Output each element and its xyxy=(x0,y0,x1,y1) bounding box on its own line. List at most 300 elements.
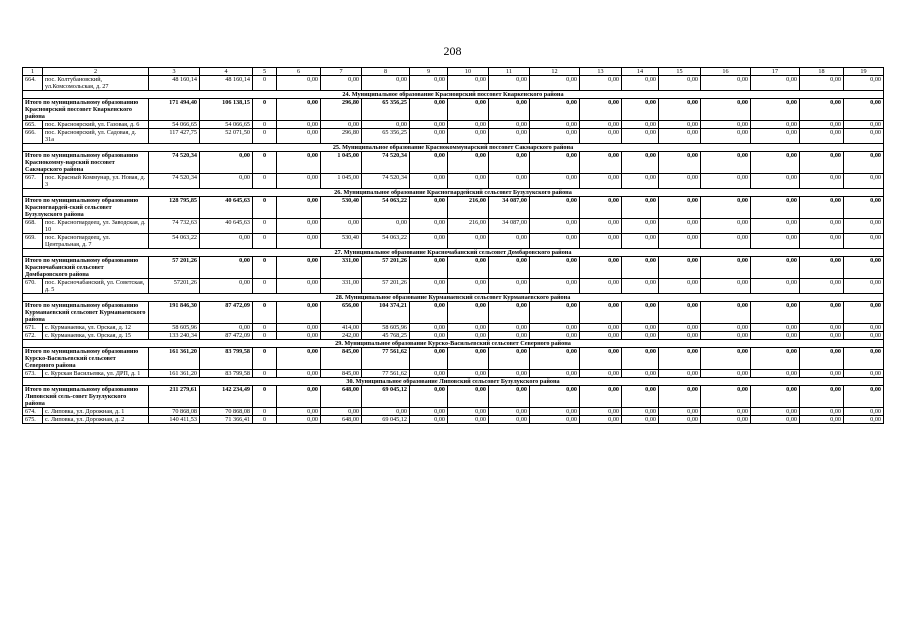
value-cell: 0,00 xyxy=(701,348,751,370)
value-cell: 0,00 xyxy=(659,332,701,340)
column-number-cell: 15 xyxy=(659,68,701,76)
value-cell: 0,00 xyxy=(277,219,321,234)
value-cell: 0,00 xyxy=(530,386,580,408)
value-cell: 0,00 xyxy=(751,152,800,174)
value-cell: 171 494,40 xyxy=(149,99,200,121)
column-number-cell: 3 xyxy=(149,68,200,76)
value-cell: 54 063,22 xyxy=(362,234,410,249)
table-row xyxy=(23,234,884,249)
value-cell: 0,00 xyxy=(622,99,659,121)
section-header-row xyxy=(23,294,884,302)
value-cell: 0,00 xyxy=(800,219,844,234)
value-cell: 0,00 xyxy=(844,370,884,378)
value-cell: 0,00 xyxy=(622,386,659,408)
value-cell: 0,00 xyxy=(448,370,489,378)
value-cell: 117 427,75 xyxy=(149,129,200,144)
value-cell: 0,00 xyxy=(844,416,884,424)
value-cell: 0 xyxy=(253,121,277,129)
value-cell: 0,00 xyxy=(489,174,530,189)
section-title: 26. Муниципальное образование Красногвардейский сельсовет Бузулукского района xyxy=(23,189,884,197)
value-cell: 0 xyxy=(253,99,277,121)
value-cell: 57 201,26 xyxy=(362,257,410,279)
section-header-row xyxy=(23,144,884,152)
value-cell: 0,00 xyxy=(800,152,844,174)
value-cell: 0,00 xyxy=(410,302,448,324)
value-cell: 0,00 xyxy=(580,76,622,91)
value-cell: 0,00 xyxy=(659,234,701,249)
value-cell: 0,00 xyxy=(622,416,659,424)
value-cell: 74 732,63 xyxy=(149,219,200,234)
row-index: 674. xyxy=(23,408,43,416)
table-row xyxy=(23,332,884,340)
value-cell: 133 240,34 xyxy=(149,332,200,340)
value-cell: 648,00 xyxy=(321,416,362,424)
value-cell: 0,00 xyxy=(701,219,751,234)
value-cell: 0,00 xyxy=(489,324,530,332)
value-cell: 87 472,09 xyxy=(200,332,253,340)
value-cell: 0,00 xyxy=(622,234,659,249)
value-cell: 0,00 xyxy=(489,332,530,340)
value-cell: 45 768,25 xyxy=(362,332,410,340)
value-cell: 0,00 xyxy=(751,257,800,279)
budget-table xyxy=(22,67,884,424)
value-cell: 0 xyxy=(253,197,277,219)
section-header-row xyxy=(23,378,884,386)
value-cell: 0,00 xyxy=(489,386,530,408)
address-cell: пос. Красноярский, ул. Садовая, д. 31а xyxy=(43,129,149,144)
value-cell: 0,00 xyxy=(277,324,321,332)
value-cell: 0,00 xyxy=(659,121,701,129)
value-cell: 0,00 xyxy=(321,121,362,129)
value-cell: 331,00 xyxy=(321,279,362,294)
column-number-cell: 10 xyxy=(448,68,489,76)
value-cell: 0,00 xyxy=(580,332,622,340)
value-cell: 0,00 xyxy=(362,121,410,129)
value-cell: 0,00 xyxy=(800,257,844,279)
section-title: 24. Муниципальное образование Красноярский поссовет Кваркенского района xyxy=(23,91,884,99)
value-cell: 0,00 xyxy=(800,408,844,416)
value-cell: 0,00 xyxy=(321,408,362,416)
value-cell: 0,00 xyxy=(580,348,622,370)
value-cell: 0,00 xyxy=(410,279,448,294)
value-cell: 0,00 xyxy=(580,99,622,121)
value-cell: 0,00 xyxy=(844,348,884,370)
table-row xyxy=(23,279,884,294)
value-cell: 83 799,58 xyxy=(200,348,253,370)
value-cell: 0,00 xyxy=(448,348,489,370)
value-cell: 0,00 xyxy=(844,234,884,249)
value-cell: 0,00 xyxy=(751,99,800,121)
value-cell: 0,00 xyxy=(844,197,884,219)
value-cell: 0,00 xyxy=(580,129,622,144)
value-cell: 0,00 xyxy=(844,174,884,189)
value-cell: 0 xyxy=(253,174,277,189)
value-cell: 0,00 xyxy=(844,279,884,294)
value-cell: 0,00 xyxy=(200,324,253,332)
value-cell: 0,00 xyxy=(622,152,659,174)
value-cell: 0,00 xyxy=(751,234,800,249)
page-number: 208 xyxy=(443,44,462,58)
value-cell: 0,00 xyxy=(530,348,580,370)
value-cell: 0,00 xyxy=(659,416,701,424)
value-cell: 0,00 xyxy=(530,129,580,144)
table-row xyxy=(23,370,884,378)
value-cell: 0,00 xyxy=(448,324,489,332)
value-cell: 0,00 xyxy=(530,257,580,279)
value-cell: 0,00 xyxy=(580,324,622,332)
value-cell: 0,00 xyxy=(448,257,489,279)
section-header-row xyxy=(23,189,884,197)
section-title: 28. Муниципальное образование Курманаевский сельсовет Курманаевского района xyxy=(23,294,884,302)
value-cell: 0,00 xyxy=(580,152,622,174)
value-cell: 0,00 xyxy=(530,99,580,121)
column-number-cell: 4 xyxy=(200,68,253,76)
value-cell: 0,00 xyxy=(701,302,751,324)
value-cell: 0,00 xyxy=(530,332,580,340)
value-cell: 0,00 xyxy=(200,234,253,249)
subtotal-label: Итого по муниципальному образованию Красноярский поссовет Кваркенского района xyxy=(23,99,149,121)
value-cell: 0,00 xyxy=(448,76,489,91)
value-cell: 0,00 xyxy=(410,152,448,174)
value-cell: 0,00 xyxy=(800,416,844,424)
value-cell: 1 045,00 xyxy=(321,152,362,174)
row-index: 673. xyxy=(23,370,43,378)
address-cell: пос. Красногвардеец, ул. Центральная, д. 7 xyxy=(43,234,149,249)
value-cell: 0,00 xyxy=(844,257,884,279)
value-cell: 0,00 xyxy=(751,324,800,332)
value-cell: 0,00 xyxy=(751,386,800,408)
value-cell: 0,00 xyxy=(362,76,410,91)
value-cell: 0,00 xyxy=(701,408,751,416)
value-cell: 0,00 xyxy=(410,219,448,234)
value-cell: 0,00 xyxy=(800,99,844,121)
value-cell: 191 846,30 xyxy=(149,302,200,324)
value-cell: 0,00 xyxy=(410,416,448,424)
value-cell: 0,00 xyxy=(580,234,622,249)
value-cell: 0,00 xyxy=(701,416,751,424)
table-row xyxy=(23,416,884,424)
value-cell: 0 xyxy=(253,76,277,91)
value-cell: 0,00 xyxy=(277,99,321,121)
value-cell: 54 066,65 xyxy=(200,121,253,129)
value-cell: 0,00 xyxy=(489,152,530,174)
value-cell: 0,00 xyxy=(277,197,321,219)
subtotal-row xyxy=(23,386,884,408)
value-cell: 0,00 xyxy=(489,302,530,324)
value-cell: 0,00 xyxy=(659,348,701,370)
subtotal-label: Итого по муниципальному образованию Красночабанский сельсовет Домбаровского района xyxy=(23,257,149,279)
value-cell: 0,00 xyxy=(410,332,448,340)
value-cell: 0,00 xyxy=(530,279,580,294)
value-cell: 0,00 xyxy=(448,408,489,416)
value-cell: 0,00 xyxy=(448,279,489,294)
value-cell: 0,00 xyxy=(659,174,701,189)
address-cell: пос. Красный Коммунар, ул. Новая, д. 3 xyxy=(43,174,149,189)
value-cell: 0,00 xyxy=(448,152,489,174)
value-cell: 0,00 xyxy=(448,121,489,129)
value-cell: 77 561,62 xyxy=(362,370,410,378)
value-cell: 0,00 xyxy=(751,121,800,129)
value-cell: 0,00 xyxy=(410,174,448,189)
value-cell: 0,00 xyxy=(622,219,659,234)
value-cell: 0,00 xyxy=(800,348,844,370)
value-cell: 0,00 xyxy=(489,234,530,249)
value-cell: 0,00 xyxy=(489,416,530,424)
value-cell: 69 045,12 xyxy=(362,386,410,408)
row-index: 665. xyxy=(23,121,43,129)
value-cell: 0,00 xyxy=(751,279,800,294)
table-row xyxy=(23,408,884,416)
value-cell: 0,00 xyxy=(410,197,448,219)
value-cell: 71 366,41 xyxy=(200,416,253,424)
value-cell: 128 795,85 xyxy=(149,197,200,219)
value-cell: 0,00 xyxy=(580,121,622,129)
value-cell: 0,00 xyxy=(530,302,580,324)
column-number-row xyxy=(23,68,884,76)
value-cell: 0,00 xyxy=(489,76,530,91)
value-cell: 0,00 xyxy=(701,324,751,332)
section-title: 29. Муниципальное образование Курско-Васильевский сельсовет Северного района xyxy=(23,340,884,348)
value-cell: 0,00 xyxy=(277,416,321,424)
value-cell: 0,00 xyxy=(800,302,844,324)
value-cell: 0,00 xyxy=(622,408,659,416)
value-cell: 0 xyxy=(253,348,277,370)
value-cell: 216,00 xyxy=(448,197,489,219)
value-cell: 0,00 xyxy=(800,279,844,294)
value-cell: 331,00 xyxy=(321,257,362,279)
value-cell: 70 868,08 xyxy=(149,408,200,416)
value-cell: 0,00 xyxy=(844,302,884,324)
value-cell: 0,00 xyxy=(659,279,701,294)
value-cell: 0,00 xyxy=(580,257,622,279)
value-cell: 0,00 xyxy=(580,219,622,234)
value-cell: 0,00 xyxy=(659,197,701,219)
value-cell: 0,00 xyxy=(800,234,844,249)
column-number-cell: 7 xyxy=(321,68,362,76)
value-cell: 58 605,96 xyxy=(149,324,200,332)
value-cell: 0,00 xyxy=(489,370,530,378)
value-cell: 0,00 xyxy=(410,257,448,279)
value-cell: 0,00 xyxy=(844,408,884,416)
value-cell: 0,00 xyxy=(701,370,751,378)
value-cell: 0,00 xyxy=(448,302,489,324)
value-cell: 0,00 xyxy=(489,279,530,294)
value-cell: 0,00 xyxy=(751,302,800,324)
value-cell: 0,00 xyxy=(701,121,751,129)
address-cell: с. Курманаевка, ул. Орская, д. 12 xyxy=(43,324,149,332)
value-cell: 0,00 xyxy=(530,324,580,332)
value-cell: 0,00 xyxy=(200,152,253,174)
column-number-cell: 6 xyxy=(277,68,321,76)
value-cell: 0,00 xyxy=(800,197,844,219)
value-cell: 0,00 xyxy=(800,324,844,332)
value-cell: 0,00 xyxy=(800,76,844,91)
value-cell: 0,00 xyxy=(659,152,701,174)
row-index: 666. xyxy=(23,129,43,144)
value-cell: 0,00 xyxy=(489,408,530,416)
value-cell: 0,00 xyxy=(701,197,751,219)
value-cell: 83 799,58 xyxy=(200,370,253,378)
value-cell: 58 605,96 xyxy=(362,324,410,332)
value-cell: 0,00 xyxy=(800,386,844,408)
value-cell: 54 063,22 xyxy=(362,197,410,219)
value-cell: 0,00 xyxy=(277,348,321,370)
value-cell: 0,00 xyxy=(277,76,321,91)
value-cell: 0,00 xyxy=(410,370,448,378)
value-cell: 845,00 xyxy=(321,348,362,370)
value-cell: 74 520,34 xyxy=(362,174,410,189)
value-cell: 0,00 xyxy=(844,76,884,91)
value-cell: 161 361,20 xyxy=(149,348,200,370)
value-cell: 0,00 xyxy=(844,129,884,144)
value-cell: 0,00 xyxy=(530,152,580,174)
value-cell: 0,00 xyxy=(844,386,884,408)
value-cell: 0,00 xyxy=(844,99,884,121)
value-cell: 414,00 xyxy=(321,324,362,332)
value-cell: 216,00 xyxy=(448,219,489,234)
column-number-cell: 1 xyxy=(23,68,43,76)
value-cell: 0,00 xyxy=(448,129,489,144)
value-cell: 0,00 xyxy=(580,279,622,294)
value-cell: 0,00 xyxy=(622,129,659,144)
row-index: 670. xyxy=(23,279,43,294)
value-cell: 0,00 xyxy=(489,348,530,370)
row-index: 668. xyxy=(23,219,43,234)
value-cell: 142 234,49 xyxy=(200,386,253,408)
value-cell: 0,00 xyxy=(321,219,362,234)
value-cell: 0,00 xyxy=(489,257,530,279)
value-cell: 0,00 xyxy=(701,332,751,340)
value-cell: 57 201,26 xyxy=(362,279,410,294)
subtotal-label: Итого по муниципальному образованию Курманаевский сельсовет Курманаевского района xyxy=(23,302,149,324)
value-cell: 0,00 xyxy=(530,197,580,219)
value-cell: 0,00 xyxy=(200,257,253,279)
value-cell: 0,00 xyxy=(530,219,580,234)
subtotal-row xyxy=(23,197,884,219)
value-cell: 0,00 xyxy=(659,99,701,121)
value-cell: 0,00 xyxy=(277,152,321,174)
value-cell: 0,00 xyxy=(410,121,448,129)
value-cell: 0,00 xyxy=(800,370,844,378)
value-cell: 0,00 xyxy=(410,76,448,91)
value-cell: 0,00 xyxy=(751,76,800,91)
value-cell: 70 868,08 xyxy=(200,408,253,416)
value-cell: 0,00 xyxy=(530,408,580,416)
value-cell: 0,00 xyxy=(751,174,800,189)
table-row xyxy=(23,219,884,234)
value-cell: 77 561,62 xyxy=(362,348,410,370)
value-cell: 0,00 xyxy=(410,348,448,370)
value-cell: 296,80 xyxy=(321,129,362,144)
value-cell: 0,00 xyxy=(701,386,751,408)
value-cell: 106 138,15 xyxy=(200,99,253,121)
row-index: 669. xyxy=(23,234,43,249)
address-cell: с. Липовка, ул. Дорожная, д. 2 xyxy=(43,416,149,424)
value-cell: 0,00 xyxy=(751,197,800,219)
value-cell: 0,00 xyxy=(701,152,751,174)
value-cell: 48 160,14 xyxy=(200,76,253,91)
subtotal-row xyxy=(23,257,884,279)
value-cell: 0,00 xyxy=(321,76,362,91)
value-cell: 0 xyxy=(253,386,277,408)
value-cell: 0,00 xyxy=(410,99,448,121)
value-cell: 530,40 xyxy=(321,234,362,249)
section-header-row xyxy=(23,249,884,257)
column-number-cell: 14 xyxy=(622,68,659,76)
value-cell: 0,00 xyxy=(844,219,884,234)
value-cell: 57 201,26 xyxy=(149,257,200,279)
subtotal-label: Итого по муниципальному образованию Курско-Васильевский сельсовет Северного района xyxy=(23,348,149,370)
value-cell: 87 472,09 xyxy=(200,302,253,324)
value-cell: 0,00 xyxy=(530,76,580,91)
value-cell: 0,00 xyxy=(844,324,884,332)
value-cell: 0 xyxy=(253,416,277,424)
value-cell: 54 066,65 xyxy=(149,121,200,129)
address-cell: пос. Колтубановский, ул.Комсомольская, д. 27 xyxy=(43,76,149,91)
value-cell: 0,00 xyxy=(622,332,659,340)
value-cell: 0,00 xyxy=(622,324,659,332)
value-cell: 656,00 xyxy=(321,302,362,324)
value-cell: 0,00 xyxy=(844,121,884,129)
value-cell: 0,00 xyxy=(530,416,580,424)
table-row xyxy=(23,324,884,332)
subtotal-label: Итого по муниципальному образованию Краснокомму-нарский поссовет Сакмарского района xyxy=(23,152,149,174)
value-cell: 845,00 xyxy=(321,370,362,378)
value-cell: 0,00 xyxy=(659,219,701,234)
value-cell: 0,00 xyxy=(622,76,659,91)
value-cell: 0 xyxy=(253,370,277,378)
value-cell: 0,00 xyxy=(277,174,321,189)
value-cell: 1 045,00 xyxy=(321,174,362,189)
column-number-cell: 12 xyxy=(530,68,580,76)
value-cell: 0,00 xyxy=(580,416,622,424)
value-cell: 0,00 xyxy=(580,174,622,189)
subtotal-row xyxy=(23,348,884,370)
value-cell: 0,00 xyxy=(410,408,448,416)
value-cell: 0,00 xyxy=(659,324,701,332)
subtotal-label: Итого по муниципальному образованию Красногвардей-ский сельсовет Бузулукского района xyxy=(23,197,149,219)
value-cell: 0,00 xyxy=(277,257,321,279)
value-cell: 34 087,00 xyxy=(489,219,530,234)
column-number-cell: 19 xyxy=(844,68,884,76)
value-cell: 0,00 xyxy=(622,279,659,294)
value-cell: 0 xyxy=(253,332,277,340)
value-cell: 211 279,61 xyxy=(149,386,200,408)
value-cell: 40 645,63 xyxy=(200,197,253,219)
row-index: 671. xyxy=(23,324,43,332)
subtotal-row xyxy=(23,152,884,174)
address-cell: с. Курская Васильевка, ул. ДРП, д. 1 xyxy=(43,370,149,378)
value-cell: 0,00 xyxy=(800,174,844,189)
value-cell: 0,00 xyxy=(751,408,800,416)
value-cell: 0,00 xyxy=(410,129,448,144)
value-cell: 0,00 xyxy=(701,234,751,249)
section-header-row xyxy=(23,340,884,348)
value-cell: 0,00 xyxy=(701,279,751,294)
value-cell: 0,00 xyxy=(448,234,489,249)
value-cell: 0,00 xyxy=(659,76,701,91)
value-cell: 0,00 xyxy=(489,121,530,129)
value-cell: 48 160,14 xyxy=(149,76,200,91)
value-cell: 0,00 xyxy=(448,174,489,189)
column-number-cell: 17 xyxy=(751,68,800,76)
value-cell: 0 xyxy=(253,408,277,416)
value-cell: 34 087,00 xyxy=(489,197,530,219)
value-cell: 0,00 xyxy=(622,302,659,324)
value-cell: 0,00 xyxy=(448,99,489,121)
value-cell: 40 645,63 xyxy=(200,219,253,234)
value-cell: 0,00 xyxy=(530,370,580,378)
